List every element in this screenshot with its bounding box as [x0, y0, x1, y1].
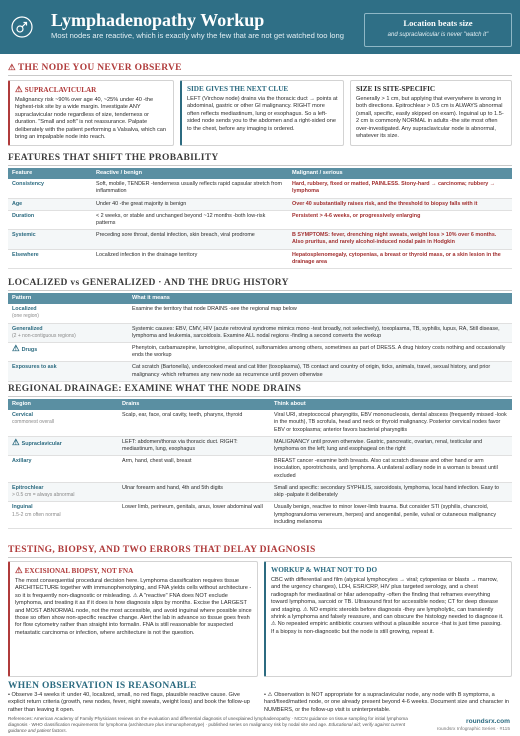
box-text: The most consequential procedural decision here. Lymphoma classification requires tissue ARCHITECTURE together with immunophenotyping, and FNA yields cells without architecture -so it is frequently non-diagnostic or misleading. ⚠ A "reactive" FNA does NOT exclude lymphoma, and treating it as if it does is how diagnosis slips by months. Excise the LARGEST and MOST ABNORMAL node, not the most accessible, and avoid inguinal where possible since those so often show non-specific reactive change. Alert the lab in advance so tissue goes fresh for flow cytometry rather than straight into formalin. FNA is still reasonable for suspected metastatic carcinoma or infection, where architecture is not the question.: [15, 578, 252, 636]
feature-cell: Consistency: [8, 179, 92, 198]
col-header: Feature: [8, 168, 92, 179]
section-regional-title: REGIONAL DRAINAGE: EXAMINE WHAT THE NODE DRAINS: [8, 384, 302, 394]
box-heading: WORKUP & WHAT NOT TO DO: [271, 566, 378, 574]
page-title: Lymphadenopathy Workup: [51, 10, 265, 30]
table-row: [8, 343, 512, 362]
table-row: [8, 436, 512, 455]
box-heading: SIZE IS SITE-SPECIFIC: [356, 85, 436, 93]
brand: [437, 718, 510, 733]
section-testing-title: TESTING, BIOPSY, AND TWO ERRORS THAT DELAY DIAGNOSIS: [8, 545, 316, 555]
col-header: Reactive / benign: [92, 168, 288, 179]
disclaimer: Educational aid; verify against current guidance and patient factors.: [8, 722, 406, 734]
benign-cell: Soft, mobile, TENDER -tenderness usually reflects rapid capsular stretch from inflammation: [92, 179, 288, 198]
observation-not-appropriate: • ⚠ Observation is NOT appropriate for a supraclavicular node, any node with B symptoms, a hard/fixed/matted node, or one already present beyond 4-6 weeks. Document size and character in NUMBERS, or the follow-up visit is uninterpretable.: [264, 692, 510, 713]
observe-criteria: • Observe 3-4 weeks if: under 40, localized, small, no red flags, plausible reactive cause. Give explicit return criteria (growth, new nodes, fever, night sweats, weight loss) and book the follow-up rather than leaving it open.: [8, 692, 250, 713]
col-header: Think about: [270, 399, 512, 410]
col-header: What it means: [128, 293, 512, 304]
table-row: [8, 323, 512, 342]
box-heading: ⚠ SUPRACLAVICULAR: [15, 84, 97, 94]
pattern-cell: Localized (one region): [8, 304, 128, 323]
section-node-never-observe: [8, 62, 182, 74]
table-row: [8, 410, 512, 436]
table-row: [8, 198, 512, 210]
region-cell: Cervical commonest overall: [8, 410, 118, 436]
region-cell: Inguinal 1.5-2 cm often normal: [8, 502, 118, 529]
think-cell: Small and specific: secondary SYPHILIS, sarcoidosis, lymphoma, local hand infection. Easy to skip -palpate it deliberately: [270, 482, 512, 501]
callout-text: and supraclavicular is never "watch it": [387, 32, 489, 39]
box-text: Malignancy risk ~90% over age 40, ~25% under 40 -the highest-risk site by a wide margin. Investigate ANY supraclavicular node regardless of size, tenderness or duration. "Small and soft" is not reassurance. Palpate deliberately with the patient performing a Valsalva, which can bring an impalpable node into reach.: [15, 97, 167, 141]
box-text: Generally > 1 cm, but applying that everywhere is wrong in both directions. Epitrochlear > 0.5 cm is ALWAYS abnormal (small, specific, easily skipped on exam). Inguinal up to 1.5-2 cm is commonly NORMAL in adults -the site most often over-investigated. Any supraclavicular node is abnormal, whatever its size.: [356, 96, 504, 140]
benign-cell: < 2 weeks, or stable and unchanged beyond ~12 months -both low-risk patterns: [92, 210, 288, 229]
meaning-cell: Examine the territory that node DRAINS -see the regional map below: [128, 304, 512, 323]
divider: [8, 165, 512, 166]
think-cell: Viral URI, streptococcal pharyngitis, EBV mononucleosis, dental abscess (frequently missed -look in the mouth), TB scrofula, head and neck or thyroid malignancy. Posterior cervical nodes favor EBV or toxoplasma; anterior favors bacterial pharyngitis: [270, 410, 512, 436]
divider: [8, 396, 512, 397]
malignant-cell: Hard, rubbery, fixed or matted, PAINLESS. Stony-hard → carcinoma; rubbery → lymphoma: [288, 179, 512, 198]
warning-icon: ⚠: [8, 62, 16, 72]
references: References: American Academy of Family Physicians reviews on the evaluation and differential diagnosis of unexplained lymphadenopathy · NCCN guidance on tissue sampling for initial lymphoma diagnosis · WHO classification requirements for lymphoma (architecture plus immunophenotype) · published series on malignancy risk by nodal site and age. Educational aid; verify against current guidance and patient factors.: [8, 716, 408, 734]
col-header: Malignant / serious: [288, 168, 512, 179]
drains-cell: Scalp, ear, face, oral cavity, teeth, pharynx, thyroid: [118, 410, 270, 436]
page-subtitle: Most nodes are reactive, which is exactly why the few that are not get watched too long: [51, 31, 344, 40]
section-features-title: FEATURES THAT SHIFT THE PROBABILITY: [8, 153, 219, 163]
box-heading: ⚠ EXCISIONAL BIOPSY, NOT FNA: [15, 565, 134, 575]
region-cell: Axillary: [8, 456, 118, 483]
meaning-cell: Systemic causes: EBV, CMV, HIV (acute retroviral syndrome mimics mono -test broadly, not selectively), toxoplasma, TB, syphilis, lupus, RA, Still disease, lymphoma and leukemia, sarcoidosis. Examine ALL nodal regions -finding a second converts the workup: [128, 323, 512, 342]
workup-box: [264, 561, 512, 677]
region-cell: Epitrochlear > 0.5 cm = always abnormal: [8, 482, 118, 501]
divider: [8, 557, 512, 558]
drains-cell: Arm, hand, chest wall, breast: [118, 456, 270, 483]
warning-icon: ⚠: [12, 343, 20, 354]
excisional-biopsy-box: [8, 561, 258, 677]
benign-cell: Preceding sore throat, dental infection, skin breach, viral prodrome: [92, 230, 288, 249]
page-header: [0, 0, 520, 54]
table-row: [8, 502, 512, 529]
think-cell: BREAST cancer -examine both breasts. Also cat scratch disease and other hand or arm inoculation, sporotrichosis, and lymphoma. A unilateral axillary node in a woman is breast until excluded: [270, 456, 512, 483]
feature-cell: Age: [8, 198, 92, 210]
drains-cell: Lower limb, perineum, genitals, anus, lower abdominal wall: [118, 502, 270, 529]
size-site-box: [350, 80, 512, 146]
table-row: [8, 230, 512, 249]
regional-table: [8, 399, 512, 529]
section-title: THE NODE YOU NEVER OBSERVE: [17, 63, 182, 73]
supraclavicular-box: [8, 80, 174, 146]
warning-icon: ⚠: [15, 84, 23, 94]
benign-cell: Under 40 -the great majority is benign: [92, 198, 288, 210]
table-row: [8, 179, 512, 198]
table-row: [8, 304, 512, 323]
feature-cell: Systemic: [8, 230, 92, 249]
features-table: [8, 168, 512, 269]
drains-cell: LEFT: abdomen/thorax via thoracic duct. RIGHT: mediastinum, lung, esophagus: [118, 436, 270, 455]
meaning-cell: Phenytoin, carbamazepine, lamotrigine, allopurinol, sulfonamides among others, sometimes as part of DRESS. A drug history costs nothing and occasionally ends the workup: [128, 343, 512, 362]
col-header: Region: [8, 399, 118, 410]
header-callout: [364, 13, 512, 47]
box-text: CBC with differential and film (atypical lymphocytes → viral; cytopenias or blasts → marrow, and the urgency changes), LDH, ESR/CRP, HIV plus targeted serology, and a chest radiograph for mediastinal or hilar adenopathy -often the finding that reframes everything toward lymphoma, sarcoid or TB. Ultrasound first for accessible nodes; CT for deep disease and staging. ⚠ NO empiric steroids before diagnosis -they are lympholytic, can transiently shrink a lymphoma and falsely reassure, and can obscure the histology needed to diagnose it. ⚠ No repeated empiric antibiotic courses without a plausible source -that is just time passing. If a biopsy is non-diagnostic but the node is still growing, repeat it.: [271, 577, 504, 635]
section-observation-title: WHEN OBSERVATION IS REASONABLE: [8, 681, 197, 691]
divider: [8, 290, 512, 291]
table-row: [8, 482, 512, 501]
lymph-node-icon: [11, 16, 33, 38]
warning-icon: ⚠: [12, 436, 20, 447]
box-heading: SIDE GIVES THE NEXT CLUE: [187, 85, 289, 93]
meaning-cell: Cat scratch (Bartonella), undercooked meat and cat litter (toxoplasma), TB contact and country of origin, ticks, animals, travel, sexual history, and prior malignancy -which reframes any new node as recurrence until proven otherwise: [128, 362, 512, 381]
think-cell: Usually benign, reactive to minor lower-limb trauma. But consider STI (syphilis, chancroid, lymphogranuloma venereum, herpes) and anogenital, penile, vulval or cutaneous malignancy including melanoma: [270, 502, 512, 529]
benign-cell: Localized infection in the drainage territory: [92, 249, 288, 268]
pattern-cell: Generalized (2 + non-contiguous regions): [8, 323, 128, 342]
pattern-cell: Exposures to ask: [8, 362, 128, 381]
malignant-cell: Persistent > 4-6 weeks, or progressively enlarging: [288, 210, 512, 229]
table-row: [8, 456, 512, 483]
warning-icon: ⚠: [15, 565, 23, 575]
malignant-cell: Hepatosplenomegaly, cytopenias, a breast or thyroid mass, or a skin lesion in the drainage area: [288, 249, 512, 268]
malignant-cell: Over 40 substantially raises risk, and the threshold to biopsy falls with it: [288, 198, 512, 210]
region-cell: ⚠ Supraclavicular: [8, 436, 118, 455]
malignant-cell: B SYMPTOMS: fever, drenching night sweats, weight loss > 10% over 6 months. Also pruritus, and rarely alcohol-induced nodal pain in Hodgkin: [288, 230, 512, 249]
section-localized-title: LOCALIZED vs GENERALIZED · AND THE DRUG HISTORY: [8, 278, 289, 288]
pattern-table: [8, 293, 512, 382]
col-header: Pattern: [8, 293, 128, 304]
col-header: Drains: [118, 399, 270, 410]
table-row: [8, 249, 512, 268]
table-row: [8, 362, 512, 381]
divider: [8, 75, 512, 76]
feature-cell: Elsewhere: [8, 249, 92, 268]
series-version: roundsrx Infographic Series · #115: [436, 726, 510, 732]
drains-cell: Ulnar forearm and hand, 4th and 5th digits: [118, 482, 270, 501]
pattern-cell: ⚠ Drugs: [8, 343, 128, 362]
think-cell: MALIGNANCY until proven otherwise. Gastric, pancreatic, ovarian, renal, testicular and lymphoma on the left; lung and esophageal on the right: [270, 436, 512, 455]
feature-cell: Duration: [8, 210, 92, 229]
box-text: LEFT (Virchow node) drains via the thoracic duct → points at abdominal, gastric or other GI malignancy. RIGHT more often reflects mediastinum, lung or esophagus. So a left-sided node sends you to the abdomen and a right-sided one to the chest, before any imaging is ordered.: [187, 96, 338, 132]
table-row: [8, 210, 512, 229]
side-clue-box: [180, 80, 344, 146]
brand-link[interactable]: roundsrx.com: [466, 718, 510, 725]
callout-heading: Location beats size: [403, 18, 473, 28]
